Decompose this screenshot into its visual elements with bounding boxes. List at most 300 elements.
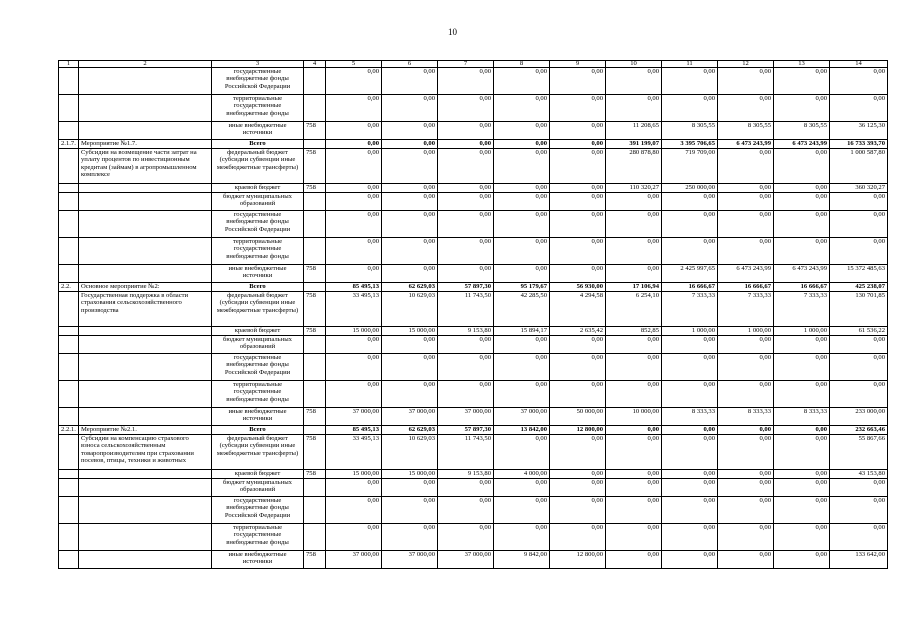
amount-cell: 16 666,67: [718, 283, 774, 292]
row-number: [59, 149, 79, 184]
amount-cell: 0,00: [718, 193, 774, 211]
funding-source: территориальные государственные внебюджетные фонды: [212, 95, 304, 122]
amount-cell: 0,00: [830, 524, 888, 551]
funding-source: государственные внебюджетные фонды Российской Федерации: [212, 497, 304, 524]
amount-cell: 12 800,00: [550, 426, 606, 435]
amount-cell: 425 238,07: [830, 283, 888, 292]
amount-cell: 0,00: [606, 470, 662, 479]
activity-name: [79, 68, 212, 95]
amount-cell: 33 495,13: [326, 292, 382, 327]
activity-name: [79, 354, 212, 381]
activity-name: [79, 479, 212, 497]
amount-cell: 0,00: [550, 354, 606, 381]
header-cell: 1: [59, 61, 79, 68]
amount-cell: 0,00: [550, 211, 606, 238]
amount-cell: 0,00: [774, 238, 830, 265]
amount-cell: 0,00: [774, 336, 830, 354]
amount-cell: 1 000,00: [718, 327, 774, 336]
amount-cell: 62 629,03: [382, 426, 438, 435]
amount-cell: 16 666,67: [774, 283, 830, 292]
amount-cell: 0,00: [830, 95, 888, 122]
amount-cell: 3 395 706,65: [662, 140, 718, 149]
amount-cell: 0,00: [326, 211, 382, 238]
row-number: [59, 292, 79, 327]
activity-name: Государственная поддержка в области страхования сельскохозяйственного производства: [79, 292, 212, 327]
budget-code: [304, 497, 326, 524]
amount-cell: 7 333,33: [718, 292, 774, 327]
budget-code: 758: [304, 327, 326, 336]
amount-cell: 42 285,50: [494, 292, 550, 327]
table-row: [59, 497, 888, 524]
amount-cell: 8 333,33: [662, 408, 718, 426]
amount-cell: 1 000,00: [662, 327, 718, 336]
amount-cell: 0,00: [438, 381, 494, 408]
amount-cell: 0,00: [550, 470, 606, 479]
amount-cell: 9 153,80: [438, 470, 494, 479]
amount-cell: 0,00: [718, 435, 774, 470]
amount-cell: 85 495,13: [326, 426, 382, 435]
amount-cell: 0,00: [494, 238, 550, 265]
amount-cell: 0,00: [438, 95, 494, 122]
amount-cell: 0,00: [326, 238, 382, 265]
amount-cell: 1 000 587,80: [830, 149, 888, 184]
amount-cell: 0,00: [438, 184, 494, 193]
row-number: [59, 381, 79, 408]
amount-cell: 8 305,55: [774, 122, 830, 140]
funding-source: краевой бюджет: [212, 327, 304, 336]
budget-code: [304, 354, 326, 381]
amount-cell: 11 743,50: [438, 435, 494, 470]
amount-cell: 0,00: [494, 479, 550, 497]
amount-cell: 0,00: [326, 381, 382, 408]
header-cell: 12: [718, 61, 774, 68]
header-cell: 6: [382, 61, 438, 68]
table-row: [59, 327, 888, 336]
activity-name: Мероприятие №2.1.: [79, 426, 212, 435]
funding-source: бюджет муниципальных образований: [212, 479, 304, 497]
amount-cell: 16 733 393,70: [830, 140, 888, 149]
amount-cell: 0,00: [438, 193, 494, 211]
amount-cell: 0,00: [438, 265, 494, 283]
amount-cell: 10 000,00: [606, 408, 662, 426]
budget-code: [304, 524, 326, 551]
amount-cell: 0,00: [494, 211, 550, 238]
amount-cell: 0,00: [438, 140, 494, 149]
budget-code: 758: [304, 122, 326, 140]
amount-cell: 13 842,00: [494, 426, 550, 435]
funding-source: Всего: [212, 140, 304, 149]
amount-cell: 0,00: [718, 354, 774, 381]
row-number: [59, 238, 79, 265]
amount-cell: 0,00: [830, 381, 888, 408]
funding-source: территориальные государственные внебюджетные фонды: [212, 381, 304, 408]
amount-cell: 0,00: [774, 95, 830, 122]
amount-cell: 50 000,00: [550, 408, 606, 426]
page-number: 10: [448, 27, 457, 37]
amount-cell: 0,00: [326, 184, 382, 193]
amount-cell: 0,00: [382, 265, 438, 283]
budget-code: 758: [304, 265, 326, 283]
amount-cell: 37 000,00: [494, 408, 550, 426]
amount-cell: 0,00: [774, 524, 830, 551]
amount-cell: 0,00: [382, 238, 438, 265]
table-row: [59, 381, 888, 408]
table-row: [59, 122, 888, 140]
amount-cell: 0,00: [494, 336, 550, 354]
budget-table: [58, 60, 888, 569]
amount-cell: 0,00: [662, 95, 718, 122]
header-cell: 3: [212, 61, 304, 68]
activity-name: [79, 408, 212, 426]
amount-cell: 0,00: [662, 524, 718, 551]
amount-cell: 0,00: [494, 381, 550, 408]
amount-cell: 0,00: [662, 381, 718, 408]
table-row: [59, 408, 888, 426]
amount-cell: 0,00: [606, 381, 662, 408]
funding-source: государственные внебюджетные фонды Российской Федерации: [212, 68, 304, 95]
table-row: [59, 551, 888, 569]
amount-cell: 0,00: [774, 470, 830, 479]
table-row: [59, 283, 888, 292]
amount-cell: 0,00: [774, 149, 830, 184]
row-number: [59, 327, 79, 336]
amount-cell: 37 000,00: [326, 408, 382, 426]
header-cell: 11: [662, 61, 718, 68]
amount-cell: 0,00: [718, 497, 774, 524]
amount-cell: 0,00: [326, 193, 382, 211]
activity-name: [79, 122, 212, 140]
amount-cell: 0,00: [774, 479, 830, 497]
amount-cell: 12 800,00: [550, 551, 606, 569]
amount-cell: 6 473 243,99: [774, 265, 830, 283]
funding-source: бюджет муниципальных образований: [212, 193, 304, 211]
amount-cell: 0,00: [326, 265, 382, 283]
funding-source: федеральный бюджет (субсидии субвенции иные межбюджетные трансферты): [212, 435, 304, 470]
row-number: 2.1.7.: [59, 140, 79, 149]
row-number: [59, 479, 79, 497]
amount-cell: 0,00: [774, 68, 830, 95]
amount-cell: 0,00: [830, 211, 888, 238]
amount-cell: 37 000,00: [438, 408, 494, 426]
table-row: [59, 211, 888, 238]
amount-cell: 0,00: [550, 497, 606, 524]
table-row: [59, 193, 888, 211]
amount-cell: 852,85: [606, 327, 662, 336]
activity-name: Субсидии на возмещение части затрат на уплату процентов по инвестиционным кредитам (займам) в агропромышленном комплексе: [79, 149, 212, 184]
amount-cell: 0,00: [774, 354, 830, 381]
amount-cell: 391 199,07: [606, 140, 662, 149]
budget-code: 758: [304, 435, 326, 470]
activity-name: [79, 265, 212, 283]
amount-cell: 0,00: [718, 149, 774, 184]
amount-cell: 0,00: [662, 470, 718, 479]
amount-cell: 8 305,55: [718, 122, 774, 140]
amount-cell: 0,00: [662, 435, 718, 470]
budget-code: 758: [304, 408, 326, 426]
amount-cell: 110 320,27: [606, 184, 662, 193]
funding-source: территориальные государственные внебюджетные фонды: [212, 524, 304, 551]
amount-cell: 0,00: [494, 68, 550, 95]
amount-cell: 0,00: [438, 479, 494, 497]
activity-name: [79, 238, 212, 265]
amount-cell: 4 294,58: [550, 292, 606, 327]
amount-cell: 36 125,30: [830, 122, 888, 140]
amount-cell: 719 709,00: [662, 149, 718, 184]
amount-cell: 0,00: [830, 354, 888, 381]
amount-cell: 0,00: [438, 524, 494, 551]
table-row: [59, 95, 888, 122]
amount-cell: 0,00: [606, 497, 662, 524]
amount-cell: 1 000,00: [774, 327, 830, 336]
amount-cell: 0,00: [662, 497, 718, 524]
amount-cell: 233 000,00: [830, 408, 888, 426]
table-row: [59, 149, 888, 184]
table-row: [59, 354, 888, 381]
amount-cell: 95 179,67: [494, 283, 550, 292]
amount-cell: 0,00: [494, 184, 550, 193]
activity-name: [79, 551, 212, 569]
amount-cell: 0,00: [550, 193, 606, 211]
amount-cell: 0,00: [662, 336, 718, 354]
table-row: [59, 479, 888, 497]
amount-cell: 0,00: [830, 68, 888, 95]
amount-cell: 0,00: [606, 524, 662, 551]
budget-code: [304, 336, 326, 354]
amount-cell: 0,00: [606, 435, 662, 470]
amount-cell: 0,00: [718, 551, 774, 569]
row-number: [59, 265, 79, 283]
table-row: [59, 470, 888, 479]
amount-cell: 0,00: [662, 68, 718, 95]
amount-cell: 0,00: [494, 149, 550, 184]
amount-cell: 6 473 243,99: [718, 140, 774, 149]
activity-name: [79, 524, 212, 551]
amount-cell: 0,00: [774, 193, 830, 211]
amount-cell: 0,00: [830, 479, 888, 497]
amount-cell: 6 254,10: [606, 292, 662, 327]
funding-source: иные внебюджетные источники: [212, 122, 304, 140]
amount-cell: 7 333,33: [774, 292, 830, 327]
amount-cell: 0,00: [774, 381, 830, 408]
budget-code: [304, 211, 326, 238]
header-cell: 2: [79, 61, 212, 68]
amount-cell: 43 153,80: [830, 470, 888, 479]
table-row: [59, 265, 888, 283]
funding-source: иные внебюджетные источники: [212, 551, 304, 569]
row-number: [59, 524, 79, 551]
amount-cell: 0,00: [382, 381, 438, 408]
amount-cell: 0,00: [606, 238, 662, 265]
amount-cell: 0,00: [830, 238, 888, 265]
amount-cell: 0,00: [326, 95, 382, 122]
amount-cell: 0,00: [830, 336, 888, 354]
amount-cell: 15 372 485,63: [830, 265, 888, 283]
amount-cell: 37 000,00: [438, 551, 494, 569]
amount-cell: 0,00: [326, 140, 382, 149]
amount-cell: 2 425 997,65: [662, 265, 718, 283]
amount-cell: 0,00: [326, 479, 382, 497]
table-row: [59, 435, 888, 470]
amount-cell: 0,00: [438, 122, 494, 140]
amount-cell: 0,00: [382, 140, 438, 149]
amount-cell: 0,00: [606, 336, 662, 354]
amount-cell: 0,00: [382, 149, 438, 184]
amount-cell: 0,00: [326, 68, 382, 95]
header-cell: 7: [438, 61, 494, 68]
activity-name: Основное мероприятие №2:: [79, 283, 212, 292]
activity-name: [79, 327, 212, 336]
row-number: [59, 470, 79, 479]
row-number: [59, 95, 79, 122]
amount-cell: 0,00: [662, 211, 718, 238]
row-number: [59, 551, 79, 569]
amount-cell: 0,00: [494, 122, 550, 140]
table-row: [59, 524, 888, 551]
row-number: [59, 497, 79, 524]
amount-cell: 130 701,85: [830, 292, 888, 327]
funding-source: федеральный бюджет (субсидии субвенции иные межбюджетные трансферты): [212, 292, 304, 327]
funding-source: территориальные государственные внебюджетные фонды: [212, 238, 304, 265]
amount-cell: 4 000,00: [494, 470, 550, 479]
amount-cell: 0,00: [382, 524, 438, 551]
amount-cell: 7 333,33: [662, 292, 718, 327]
amount-cell: 0,00: [718, 238, 774, 265]
amount-cell: 0,00: [774, 426, 830, 435]
amount-cell: 85 495,13: [326, 283, 382, 292]
header-cell: 4: [304, 61, 326, 68]
amount-cell: 8 333,33: [774, 408, 830, 426]
amount-cell: 0,00: [550, 435, 606, 470]
funding-source: государственные внебюджетные фонды Российской Федерации: [212, 354, 304, 381]
budget-code: [304, 283, 326, 292]
amount-cell: 6 473 243,99: [774, 140, 830, 149]
row-number: [59, 336, 79, 354]
budget-code: [304, 68, 326, 95]
header-cell: 5: [326, 61, 382, 68]
amount-cell: 0,00: [382, 354, 438, 381]
amount-cell: 0,00: [382, 68, 438, 95]
funding-source: Всего: [212, 283, 304, 292]
amount-cell: 0,00: [326, 336, 382, 354]
activity-name: [79, 381, 212, 408]
amount-cell: 0,00: [550, 238, 606, 265]
amount-cell: 0,00: [606, 479, 662, 497]
budget-code: [304, 381, 326, 408]
amount-cell: 56 930,00: [550, 283, 606, 292]
amount-cell: 0,00: [550, 524, 606, 551]
row-number: [59, 122, 79, 140]
table-row: [59, 238, 888, 265]
budget-code: [304, 140, 326, 149]
amount-cell: 15 000,00: [382, 327, 438, 336]
amount-cell: 0,00: [718, 211, 774, 238]
amount-cell: 0,00: [438, 68, 494, 95]
activity-name: [79, 211, 212, 238]
row-number: [59, 184, 79, 193]
amount-cell: 0,00: [494, 354, 550, 381]
amount-cell: 0,00: [382, 336, 438, 354]
row-number: [59, 408, 79, 426]
funding-source: федеральный бюджет (субсидии субвенции иные межбюджетные трансферты): [212, 149, 304, 184]
amount-cell: 0,00: [494, 524, 550, 551]
activity-name: [79, 193, 212, 211]
amount-cell: 0,00: [830, 497, 888, 524]
amount-cell: 33 495,13: [326, 435, 382, 470]
budget-code: 758: [304, 149, 326, 184]
amount-cell: 0,00: [606, 193, 662, 211]
amount-cell: 0,00: [494, 265, 550, 283]
amount-cell: 0,00: [550, 479, 606, 497]
amount-cell: 0,00: [326, 524, 382, 551]
header-cell: 14: [830, 61, 888, 68]
row-number: 2.2.: [59, 283, 79, 292]
amount-cell: 0,00: [606, 354, 662, 381]
funding-source: краевой бюджет: [212, 184, 304, 193]
amount-cell: 0,00: [662, 193, 718, 211]
amount-cell: 0,00: [718, 68, 774, 95]
amount-cell: 10 629,03: [382, 435, 438, 470]
row-number: [59, 193, 79, 211]
table-row: [59, 336, 888, 354]
budget-code: 758: [304, 184, 326, 193]
activity-name: [79, 470, 212, 479]
amount-cell: 16 666,67: [662, 283, 718, 292]
row-number: [59, 211, 79, 238]
amount-cell: 0,00: [662, 238, 718, 265]
header-cell: 13: [774, 61, 830, 68]
amount-cell: 0,00: [774, 211, 830, 238]
funding-source: бюджет муниципальных образований: [212, 336, 304, 354]
amount-cell: 0,00: [550, 336, 606, 354]
amount-cell: 8 333,33: [718, 408, 774, 426]
amount-cell: 0,00: [326, 149, 382, 184]
amount-cell: 0,00: [830, 193, 888, 211]
amount-cell: 0,00: [326, 497, 382, 524]
amount-cell: 10 629,03: [382, 292, 438, 327]
amount-cell: 0,00: [438, 211, 494, 238]
amount-cell: 0,00: [382, 479, 438, 497]
amount-cell: 0,00: [438, 149, 494, 184]
amount-cell: 0,00: [382, 122, 438, 140]
amount-cell: 0,00: [326, 122, 382, 140]
amount-cell: 37 000,00: [326, 551, 382, 569]
activity-name: Субсидии на компенсацию страхового взноса сельскохозяйственным товаропроизводителям при страховании посевов, птицы, техники и животных: [79, 435, 212, 470]
header-cell: 9: [550, 61, 606, 68]
activity-name: [79, 336, 212, 354]
amount-cell: 0,00: [606, 551, 662, 569]
amount-cell: 0,00: [550, 68, 606, 95]
amount-cell: 0,00: [550, 149, 606, 184]
amount-cell: 0,00: [718, 524, 774, 551]
table-row: [59, 184, 888, 193]
amount-cell: 250 000,00: [662, 184, 718, 193]
amount-cell: 0,00: [718, 470, 774, 479]
table-row: [59, 140, 888, 149]
amount-cell: 0,00: [662, 354, 718, 381]
amount-cell: 11 208,65: [606, 122, 662, 140]
amount-cell: 0,00: [550, 381, 606, 408]
amount-cell: 57 897,30: [438, 283, 494, 292]
amount-cell: 0,00: [606, 265, 662, 283]
amount-cell: 15 894,17: [494, 327, 550, 336]
amount-cell: 232 663,46: [830, 426, 888, 435]
amount-cell: 0,00: [606, 426, 662, 435]
amount-cell: 360 320,27: [830, 184, 888, 193]
table-row: [59, 68, 888, 95]
amount-cell: 0,00: [382, 211, 438, 238]
header-row: [59, 61, 888, 68]
amount-cell: 55 867,66: [830, 435, 888, 470]
